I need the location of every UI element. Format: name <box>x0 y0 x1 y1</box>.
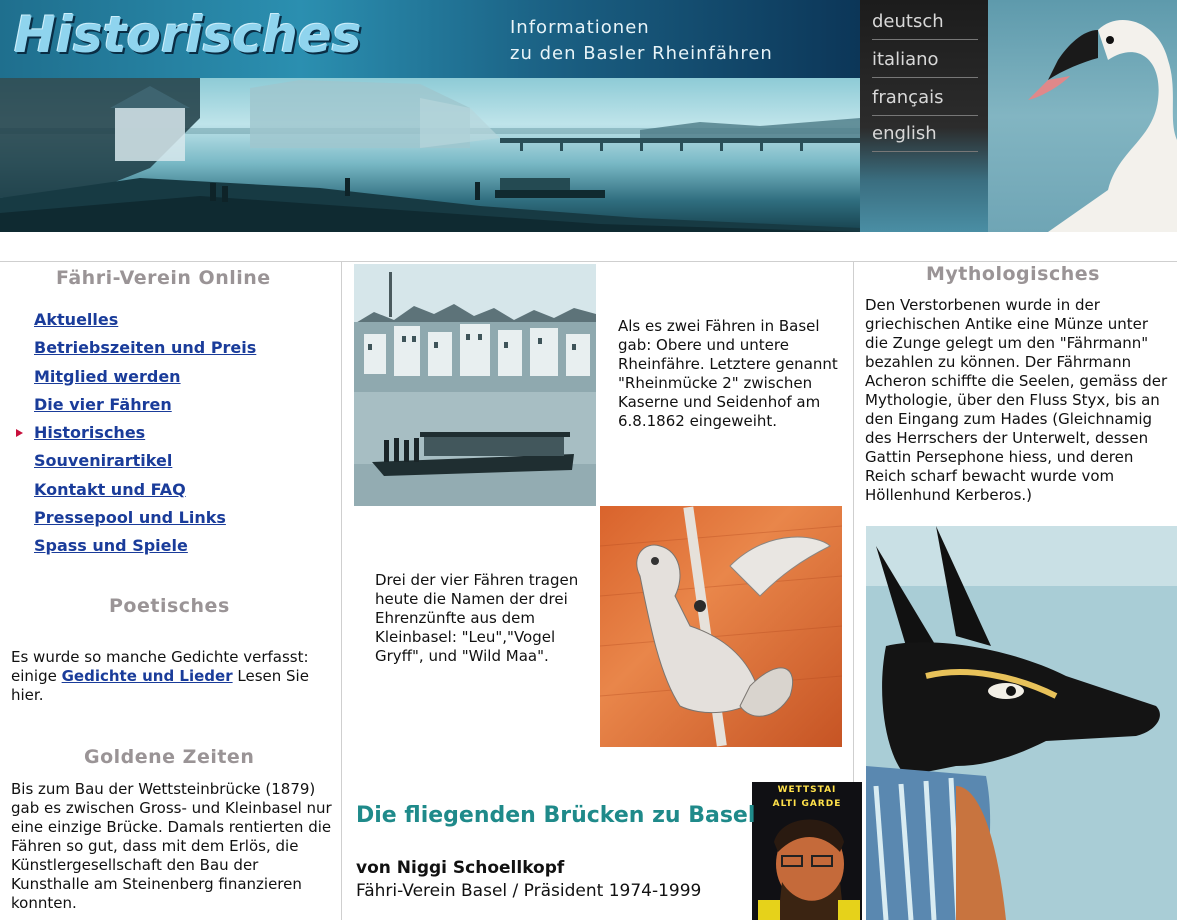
wettstai-alti-garde-portrait <box>752 782 862 920</box>
site-tagline <box>510 15 773 67</box>
banner-title-bar <box>0 0 860 78</box>
nav-pressepool-links[interactable]: Pressepool und Links <box>34 508 226 528</box>
ferry-photo-illustration <box>354 264 596 506</box>
page-header <box>0 0 1177 232</box>
main-navigation <box>34 306 334 561</box>
header-spacer <box>0 232 1177 262</box>
tagline-line-2: zu den Basler Rheinfähren <box>510 43 773 64</box>
banner-illustration <box>0 78 860 232</box>
nav-betriebszeiten[interactable]: Betriebszeiten und Preis <box>34 338 257 358</box>
historic-ferry-photo <box>354 264 596 506</box>
banner-historic-rhine-image <box>0 78 860 232</box>
left-column <box>0 262 342 920</box>
nav-kontakt-faq[interactable]: Kontakt und FAQ <box>34 479 186 499</box>
mythologisches-text: Den Verstorbenen wurde in der griechischen Antike eine Münze unter die Zunge gelegt um den "Fährmann" bezahlen zu können. Der Fährmann Acheron schiffte die Seelen, gemäss der Mythologie, über den Fluss Styx, bis an den Eingang zum Hades (Gleichnamig des Herrschers der Unterwelt, dessen Gattin Persephone hiess, und deren Reich scharf bewacht wurde vom Höllenhund Kerberos.) <box>865 296 1168 504</box>
nav-mitglied-werden[interactable]: Mitglied werden <box>34 366 181 386</box>
swan-image <box>988 0 1177 232</box>
nav-aktuelles[interactable]: Aktuelles <box>34 310 119 329</box>
vogel-gryff-carving-photo <box>600 506 842 747</box>
anubis-painting-image <box>866 526 1177 920</box>
lang-english[interactable]: english <box>872 116 978 152</box>
poetisches-text-after: Lesen Sie hier. <box>11 667 309 704</box>
nav-historisches[interactable]: Historisches <box>34 419 334 447</box>
nav-spass-spiele[interactable]: Spass und Spiele <box>34 536 188 556</box>
right-column <box>854 262 1177 920</box>
article-author-role: Fähri-Verein Basel / Präsident 1974-1999 <box>356 881 702 901</box>
article-author: von Niggi Schoellkopf <box>356 858 565 878</box>
article-title: Die fliegenden Brücken zu Basel <box>356 803 756 828</box>
nav-die-vier-faehren[interactable]: Die vier Fähren <box>34 394 172 414</box>
anubis-illustration <box>866 526 1177 920</box>
lang-italiano[interactable]: italiano <box>872 42 978 78</box>
section-title-goldene-zeiten: Goldene Zeiten <box>84 746 255 768</box>
lang-deutsch[interactable]: deutsch <box>872 4 978 40</box>
language-menu <box>860 0 988 232</box>
section-title-online: Fähri-Verein Online <box>56 267 271 289</box>
tagline-line-1: Informationen <box>510 17 650 38</box>
poetisches-text-before: Es wurde so manche Gedichte verfasst: einige <box>11 648 309 685</box>
goldene-zeiten-text: Bis zum Bau der Wettsteinbrücke (1879) gab es zwischen Gross- und Kleinbasel nur eine einzige Brücke. Damals rentierten die Fähren so gut, dass mit dem Erlös, die Künstlergesellschaft den Bau der Kunsthalle am Steinenberg finanzieren konnten. <box>11 780 332 912</box>
middle-column <box>342 262 854 920</box>
lang-francais[interactable]: français <box>872 80 978 116</box>
portrait-caption-2: ALTI GARDE <box>772 799 842 809</box>
griffin-illustration <box>600 506 842 747</box>
swan-illustration <box>988 0 1177 232</box>
section-title-mythologisches: Mythologisches <box>926 263 1100 285</box>
nav-souvenirartikel[interactable]: Souvenirartikel <box>34 451 173 471</box>
portrait-caption-1: WETTSTAI <box>777 785 837 795</box>
ferry-history-text: Als es zwei Fähren in Basel gab: Obere und untere Rheinfähre. Letztere genannt "Rheinmücke 2" zwischen Kaserne und Seidenhof am 6.8.1862 eingeweiht. <box>618 317 838 430</box>
section-title-poetisches: Poetisches <box>109 595 230 617</box>
link-gedichte-und-lieder[interactable]: Gedichte und Lieder <box>61 667 233 685</box>
faehren-names-text: Drei der vier Fähren tragen heute die Namen der drei Ehrenzünfte aus dem Kleinbasel: "Leu","Vogel Gryff", und "Wild Maa". <box>375 571 579 665</box>
site-logo: Historisches <box>14 6 362 64</box>
poetisches-text <box>11 648 336 705</box>
